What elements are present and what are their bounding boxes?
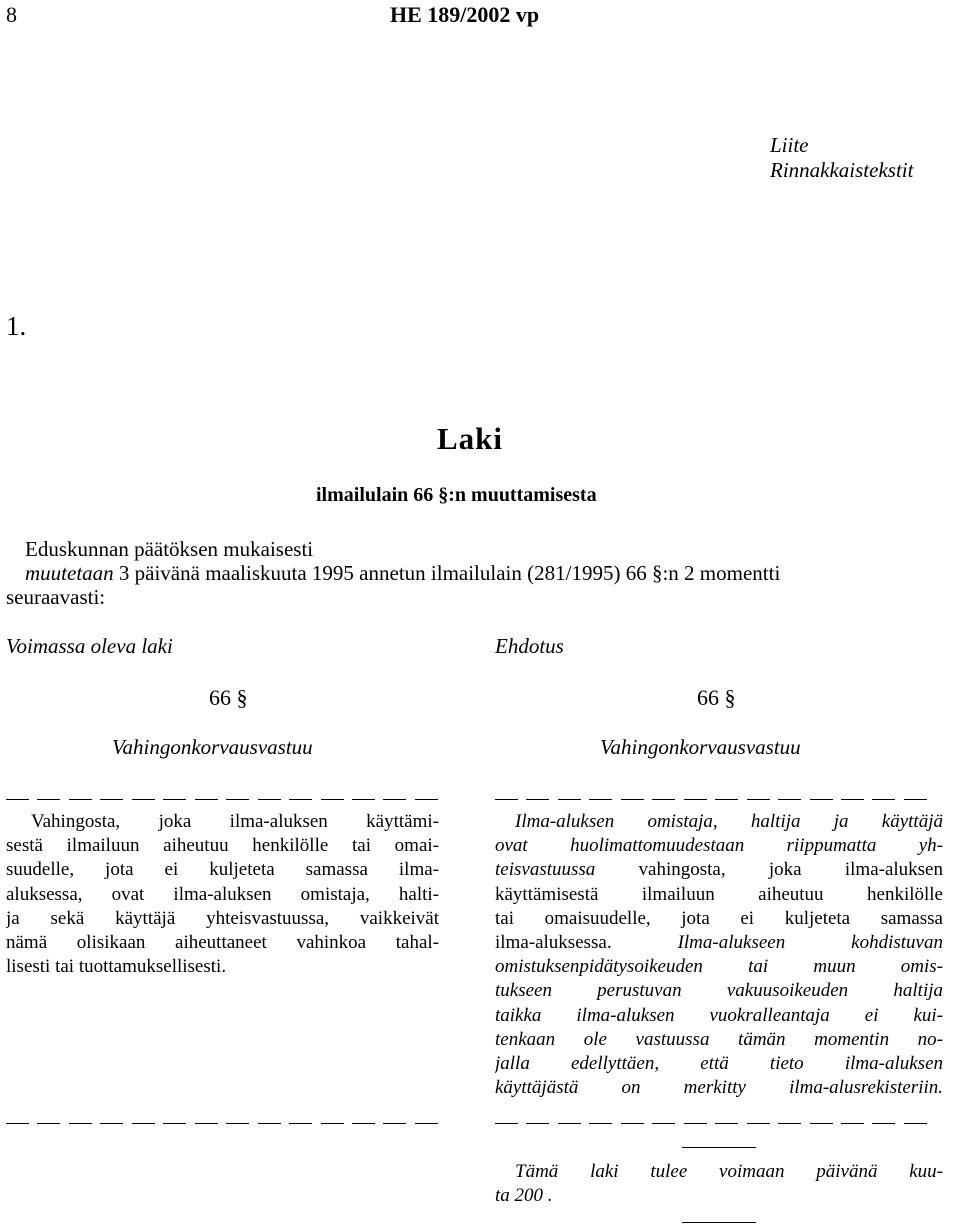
entry-into-force-part-a: Tämä laki tulee voimaan bbox=[515, 1161, 785, 1182]
law-title: Laki bbox=[437, 421, 504, 456]
right-line-7: omistuksenpidätysoikeuden tai muun omis- bbox=[495, 956, 943, 978]
left-line-3: suudelle, jota ei kuljeteta samassa ilma- bbox=[6, 859, 439, 881]
right-line-5: tai omaisuudelle, jota ei kuljeteta samassa bbox=[495, 907, 943, 929]
right-omission-marker-bottom bbox=[495, 1123, 927, 1124]
entry-into-force-part-b: päivänä bbox=[816, 1161, 878, 1182]
enactment-verb: muutetaan bbox=[25, 561, 114, 585]
left-section-number: 66 § bbox=[209, 685, 248, 710]
enactment-line-2-rest: 3 päivänä maaliskuuta 1995 annetun ilmailulain (281/1995) 66 §:n 2 momentti bbox=[113, 561, 781, 585]
law-subtitle: ilmailulain 66 §:n muuttamisesta bbox=[316, 484, 597, 506]
entry-into-force-line-2: ta 200 . bbox=[495, 1185, 553, 1207]
enactment-line-1: Eduskunnan päätöksen mukaisesti bbox=[25, 537, 314, 561]
right-section-title: Vahingonkorvausvastuu bbox=[600, 735, 801, 759]
left-omission-marker-top bbox=[6, 799, 438, 800]
item-number: 1. bbox=[6, 311, 27, 341]
right-line-2: ovat huolimattomuudestaan riippumatta yh- bbox=[495, 835, 943, 857]
left-column-heading: Voimassa oleva laki bbox=[6, 634, 173, 658]
left-line-6: nämä olisikaan aiheuttaneet vahinkoa tahal- bbox=[6, 931, 439, 953]
left-line-1: Vahingosta, joka ilma-aluksen käyttämi- bbox=[31, 811, 439, 832]
left-line-2: sestä ilmailuun aiheutuu henkilölle tai omai- bbox=[6, 835, 439, 857]
entry-into-force-line-1 bbox=[495, 1160, 943, 1184]
right-line-3-italic: teisvastuussa bbox=[495, 859, 596, 881]
left-line-4: aluksessa, ovat ilma-aluksen omistaja, halti- bbox=[6, 883, 439, 905]
right-line-6-italic: Ilma-alukseen kohdistuvan bbox=[677, 931, 943, 953]
right-line-4: käyttämisestä ilmailuun aiheutuu henkilölle bbox=[495, 883, 943, 905]
right-line-6 bbox=[495, 931, 943, 955]
appendix-label: Liite bbox=[770, 133, 809, 157]
left-line-7: lisesti tai tuottamuksellisesti. bbox=[6, 956, 227, 978]
right-line-9: taikka ilma-aluksen vuokralleantaja ei kui- bbox=[495, 1004, 943, 1026]
separator-rule-top bbox=[682, 1147, 756, 1148]
left-omission-marker-bottom bbox=[6, 1123, 438, 1124]
entry-into-force bbox=[495, 1160, 943, 1208]
right-line-11: jalla edellyttäen, että tieto ilma-aluksen bbox=[495, 1052, 943, 1074]
right-line-12: käyttäjästä on merkitty ilma-alusrekisteriin. bbox=[495, 1077, 943, 1099]
document-id: HE 189/2002 vp bbox=[390, 2, 540, 27]
appendix-subtitle: Rinnakkaistekstit bbox=[770, 158, 914, 182]
enactment-line-2 bbox=[25, 561, 780, 586]
right-line-1: Ilma-aluksen omistaja, haltija ja käyttäjä bbox=[515, 811, 943, 832]
right-column-heading: Ehdotus bbox=[495, 634, 564, 658]
separator-rule-bottom bbox=[682, 1222, 756, 1223]
right-line-3-rest: vahingosta, joka ilma-aluksen bbox=[595, 859, 943, 881]
entry-into-force-part-c: kuu- bbox=[909, 1161, 943, 1182]
right-section-number: 66 § bbox=[697, 685, 736, 710]
page-number: 8 bbox=[6, 2, 17, 27]
left-section-title: Vahingonkorvausvastuu bbox=[112, 735, 313, 759]
right-line-8: tukseen perustuvan vakuusoikeuden haltija bbox=[495, 980, 943, 1002]
left-line-5: ja sekä käyttäjä yhteisvastuussa, vaikkeivät bbox=[6, 907, 439, 929]
right-line-3 bbox=[495, 858, 943, 882]
left-paragraph bbox=[6, 810, 439, 979]
right-omission-marker-top bbox=[495, 799, 927, 800]
enactment-line-3: seuraavasti: bbox=[6, 585, 106, 609]
right-line-10: tenkaan ole vastuussa tämän momentin no- bbox=[495, 1028, 943, 1050]
right-paragraph bbox=[495, 810, 943, 1100]
right-line-6-rest: ilma-aluksessa. bbox=[495, 931, 678, 953]
